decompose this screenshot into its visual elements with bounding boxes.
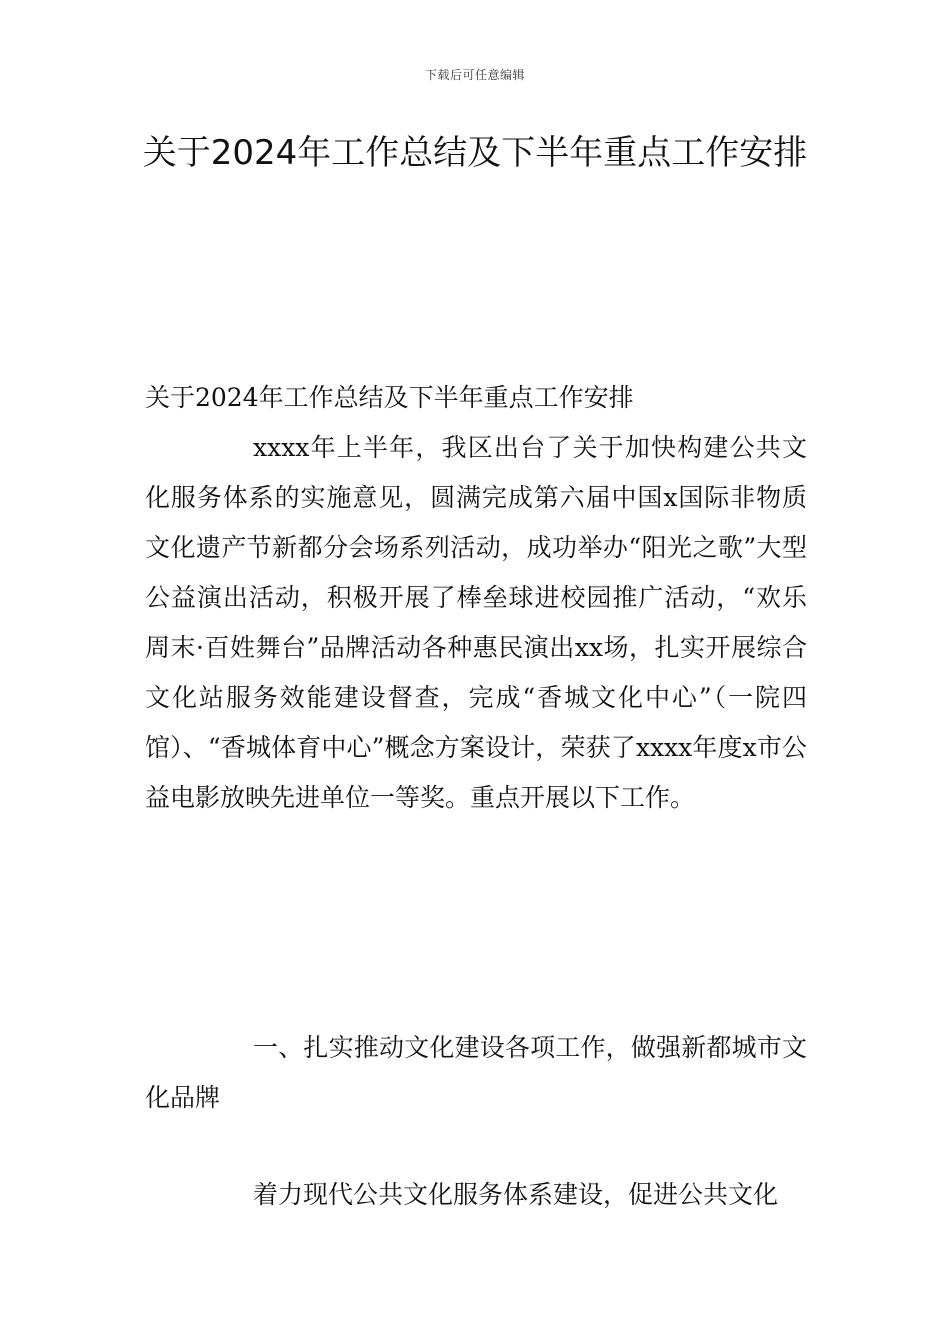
intro-paragraph: xxxx年上半年，我区出台了关于加快构建公共文化服务体系的实施意见，圆满完成第六届中国x国际非物质文化遗产节新都分会场系列活动，成功举办“阳光之歌”大型公益演出活动，积极开展了棒垒球进校园推广活动，“欢乐周末·百姓舞台”品牌活动各种惠民演出xx场，扎实开展综合文化站服务效能建设督查，完成“香城文化中心”（一院四馆）、“香城体育中心”概念方案设计，荣获了xxxx年度x市公益电影放映先进单位一等奖。重点开展以下工作。: [145, 433, 807, 812]
document-title: 关于2024年工作总结及下半年重点工作安排: [142, 133, 808, 173]
section-paragraph: 着力现代公共文化服务体系建设，促进公共文化: [253, 1180, 779, 1209]
header-note: 下载后可任意编辑: [424, 68, 525, 82]
section-heading: 一、扎实推动文化建设各项工作，做强新都城市文化品牌: [145, 1033, 807, 1112]
document-subtitle: 关于2024年工作总结及下半年重点工作安排: [145, 383, 634, 412]
